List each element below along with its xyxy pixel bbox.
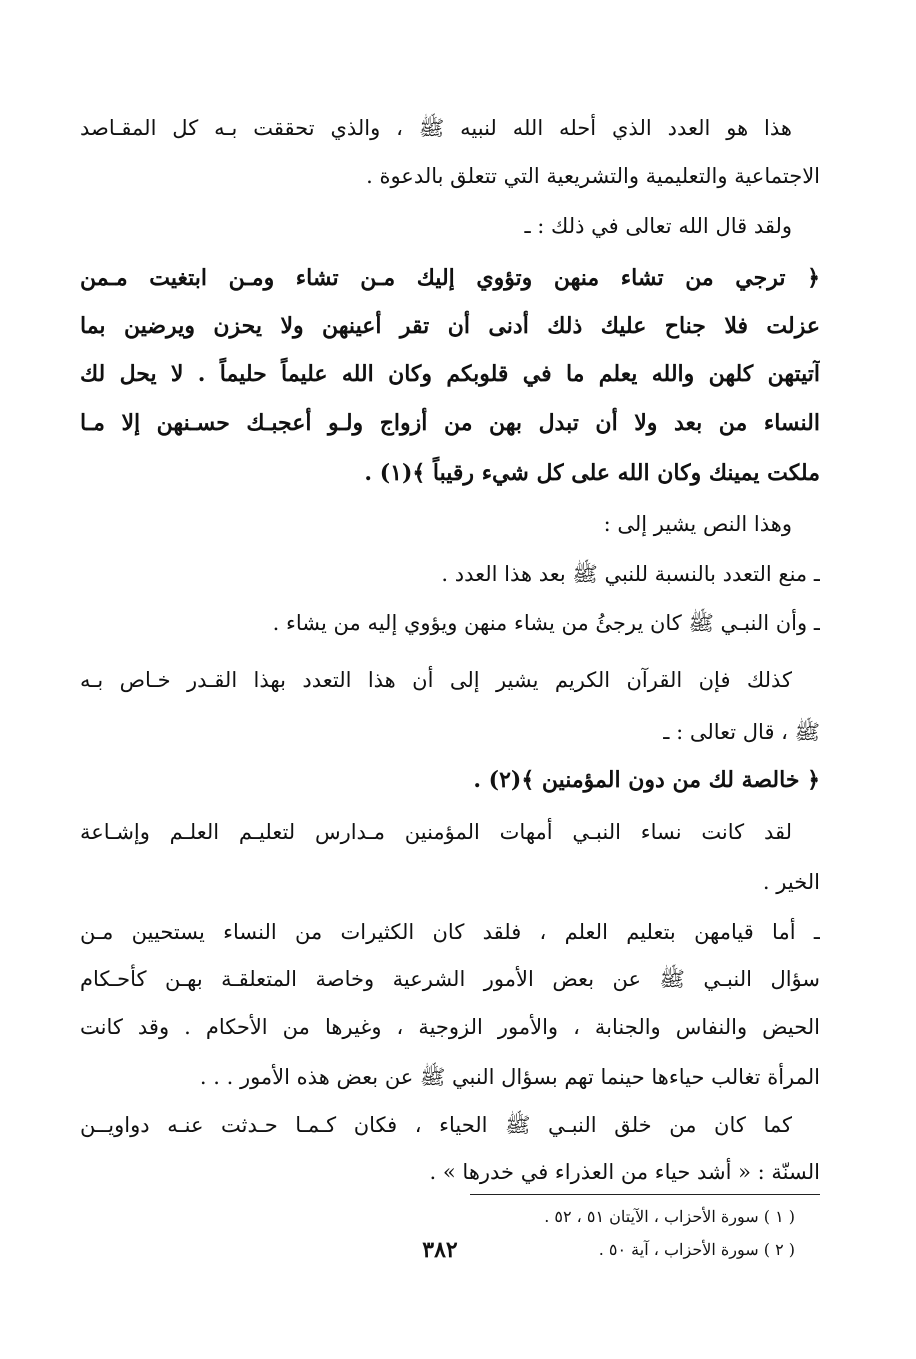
body-line: هذا هو العدد الذي أحله الله لنبيه ﷺ ، والذي تحققت بـه كل المقـاصد: [80, 116, 792, 140]
list-item: ـ وأن النبـي ﷺ كان يرجئُ من يشاء منهن ويؤوي إليه من يشاء .: [272, 611, 820, 635]
body-line: ﷺ ، قال تعالى : ـ: [663, 720, 820, 744]
body-line: المرأة تغالب حياءها حينما تهم بسؤال النبي ﷺ عن بعض هذه الأمور . . .: [199, 1065, 820, 1089]
body-line: كما كان من خلق النبـي ﷺ الحياء ، فكان كـمـا حـدثت عنـه دواويــن: [80, 1113, 792, 1137]
body-line: الحيض والنفاس والجنابة ، والأمور الزوجية ، وغيرها من الأحكام . وقد كانت: [80, 1015, 820, 1039]
body-line: الاجتماعية والتعليمية والتشريعية التي تتعلق بالدعوة .: [366, 164, 820, 188]
footnote: ( ١ ) سورة الأحزاب ، الآيتان ٥١ ، ٥٢ .: [544, 1207, 795, 1226]
quran-verse-line: النساء من بعد ولا أن تبدل بهن من أزواج ولـو أعجبـك حسـنهن إلا مـا: [80, 410, 820, 436]
quran-verse-line: عزلت فلا جناح عليك ذلك أدنى أن تقر أعينهن ولا يحزن ويرضين بما: [80, 313, 820, 339]
body-line: الخير .: [762, 870, 820, 894]
list-item: ـ منع التعدد بالنسبة للنبي ﷺ بعد هذا العدد .: [441, 562, 820, 586]
body-line: لقد كانت نساء النبـي أمهات المؤمنين مـدارس لتعليـم العلـم وإشـاعة: [80, 820, 792, 844]
quran-verse-line: ﴿ ترجي من تشاء منهن وتؤوي إليك مـن تشاء ومـن ابتغيت مـمن: [80, 265, 820, 291]
body-line: السنّة : « أشد حياء من العذراء في خدرها » .: [429, 1160, 820, 1184]
footnote-divider: [470, 1194, 820, 1195]
body-line: ـ أما قيامهن بتعليم العلم ، فلقد كان الكثيرات من النساء يستحيين مـن: [80, 920, 820, 944]
quran-verse-line: ﴿ خالصة لك من دون المؤمنين ﴾(٢) .: [473, 767, 820, 793]
body-line: كذلك فإن القرآن الكريم يشير إلى أن هذا التعدد بهذا القـدر خـاص بـه: [80, 668, 792, 692]
quran-verse-line: ملكت يمينك وكان الله على كل شيء رقيباً ﴾(١) .: [364, 460, 820, 486]
body-line: ولقد قال الله تعالى في ذلك : ـ: [524, 214, 792, 238]
footnote: ( ٢ ) سورة الأحزاب ، آية ٥٠ .: [598, 1240, 795, 1259]
body-line: سؤال النبـي ﷺ عن بعض الأمور الشرعية وخاصة المتعلقـة بهـن كأحـكام: [80, 967, 820, 991]
quran-verse-line: آتيتهن كلهن والله يعلم ما في قلوبكم وكان الله عليماً حليماً . لا يحل لك: [80, 361, 820, 387]
body-line: وهذا النص يشير إلى :: [603, 512, 792, 536]
page-number: ٣٨٢: [422, 1237, 458, 1263]
